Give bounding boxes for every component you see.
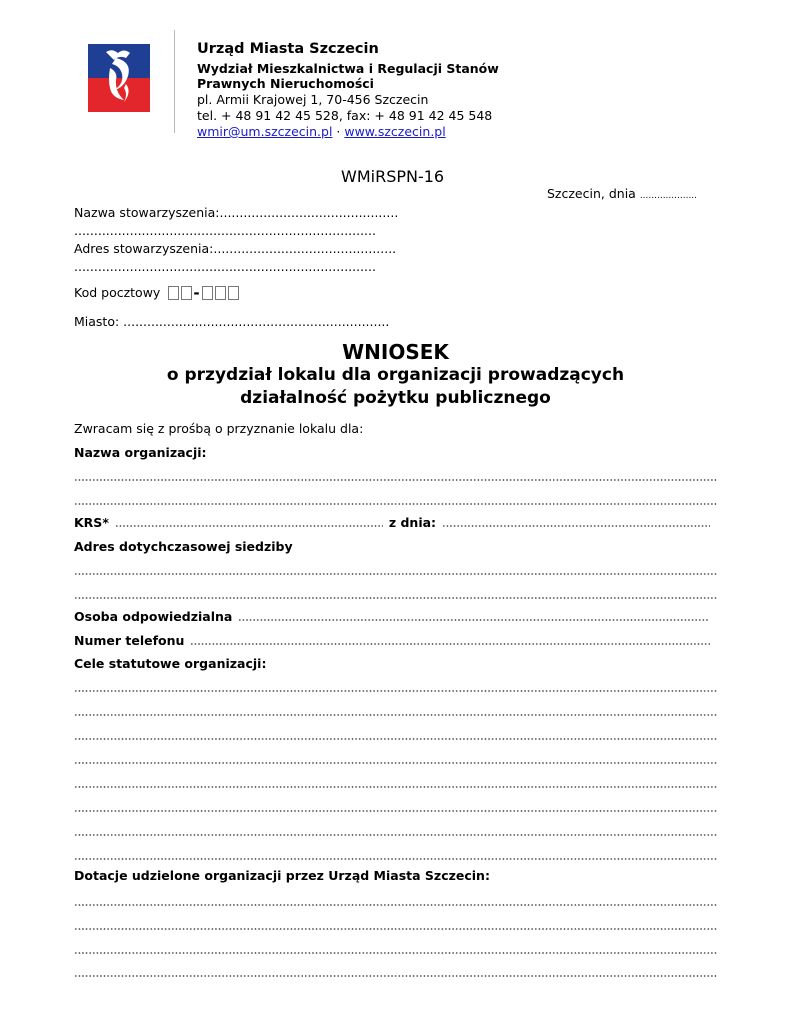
department-name	[197, 61, 499, 91]
goals-line[interactable]	[74, 762, 718, 764]
phone-label: Numer telefonu	[74, 633, 185, 648]
date-dots: ....................	[639, 191, 698, 201]
goals-line[interactable]	[74, 810, 718, 812]
krs-date-input-line[interactable]	[442, 525, 710, 527]
city-field[interactable]: Miasto: ...................................................................	[74, 314, 390, 329]
org-name-line[interactable]	[74, 479, 718, 481]
krs-row	[74, 515, 718, 530]
postal-code-label: Kod pocztowy	[74, 285, 161, 300]
grants-line[interactable]	[74, 952, 718, 954]
person-input-line[interactable]	[238, 619, 708, 621]
city-date-label: Szczecin, dnia	[547, 186, 636, 201]
link-separator: ·	[332, 124, 345, 139]
address-label: Adres dotychczasowej siedziby	[74, 539, 293, 554]
office-phone-fax: tel. + 48 91 42 45 528, fax: + 48 91 42 45 548	[197, 108, 493, 123]
goals-line[interactable]	[74, 858, 718, 860]
postal-code-field	[74, 285, 239, 300]
szczecin-griffin-logo-icon	[88, 44, 150, 112]
postal-dash: -	[193, 283, 200, 302]
document-subtitle-2: działalność pożytku publicznego	[240, 388, 551, 408]
krs-label: KRS*	[74, 515, 109, 530]
krs-date-label: z dnia:	[388, 515, 437, 530]
association-address-field[interactable]: Adres stowarzyszenia:..............................................	[74, 241, 397, 256]
city-logo	[88, 44, 150, 112]
website-link[interactable]: www.szczecin.pl	[344, 124, 446, 139]
office-address: pl. Armii Krajowej 1, 70-456 Szczecin	[197, 92, 429, 107]
department-line-1: Wydział Mieszkalnictwa i Regulacji Stanów	[197, 61, 499, 76]
postal-digit-box[interactable]	[202, 286, 213, 300]
postal-digit-box[interactable]	[228, 286, 239, 300]
goals-label: Cele statutowe organizacji:	[74, 656, 267, 671]
postal-digit-box[interactable]	[215, 286, 226, 300]
address-line[interactable]	[74, 573, 718, 575]
form-code: WMiRSPN-16	[341, 167, 445, 186]
email-link[interactable]: wmir@um.szczecin.pl	[197, 124, 333, 139]
postal-digit-box[interactable]	[181, 286, 192, 300]
krs-input-line[interactable]	[115, 525, 383, 527]
document-title: WNIOSEK	[342, 340, 449, 364]
association-name-field-cont[interactable]: ............................................................................	[74, 223, 376, 238]
phone-row	[74, 633, 718, 648]
department-line-2: Prawnych Nieruchomości	[197, 76, 374, 91]
association-name-field[interactable]: Nazwa stowarzyszenia:.............................................	[74, 205, 399, 220]
intro-text: Zwracam się z prośbą o przyznanie lokalu dla:	[74, 421, 364, 436]
postal-digit-box[interactable]	[168, 286, 179, 300]
grants-line[interactable]	[74, 928, 718, 930]
org-name: Urząd Miasta Szczecin	[197, 41, 379, 57]
org-name-line[interactable]	[74, 503, 718, 505]
person-row	[74, 609, 718, 624]
association-address-field-cont[interactable]: ............................................................................	[74, 259, 376, 274]
grants-label: Dotacje udzielone organizacji przez Urząd Miasta Szczecin:	[74, 868, 490, 883]
goals-line[interactable]	[74, 834, 718, 836]
address-line[interactable]	[74, 597, 718, 599]
phone-input-line[interactable]	[190, 643, 710, 645]
grants-line[interactable]	[74, 904, 718, 906]
contact-links	[197, 124, 446, 139]
document-subtitle-1: o przydział lokalu dla organizacji prowadzących	[166, 365, 625, 385]
city-date-field[interactable]	[547, 186, 697, 201]
header-divider	[174, 30, 175, 133]
grants-line[interactable]	[74, 975, 718, 977]
person-label: Osoba odpowiedzialna	[74, 609, 233, 624]
goals-line[interactable]	[74, 786, 718, 788]
goals-line[interactable]	[74, 690, 718, 692]
org-name-label: Nazwa organizacji:	[74, 445, 207, 460]
goals-line[interactable]	[74, 738, 718, 740]
goals-line[interactable]	[74, 714, 718, 716]
